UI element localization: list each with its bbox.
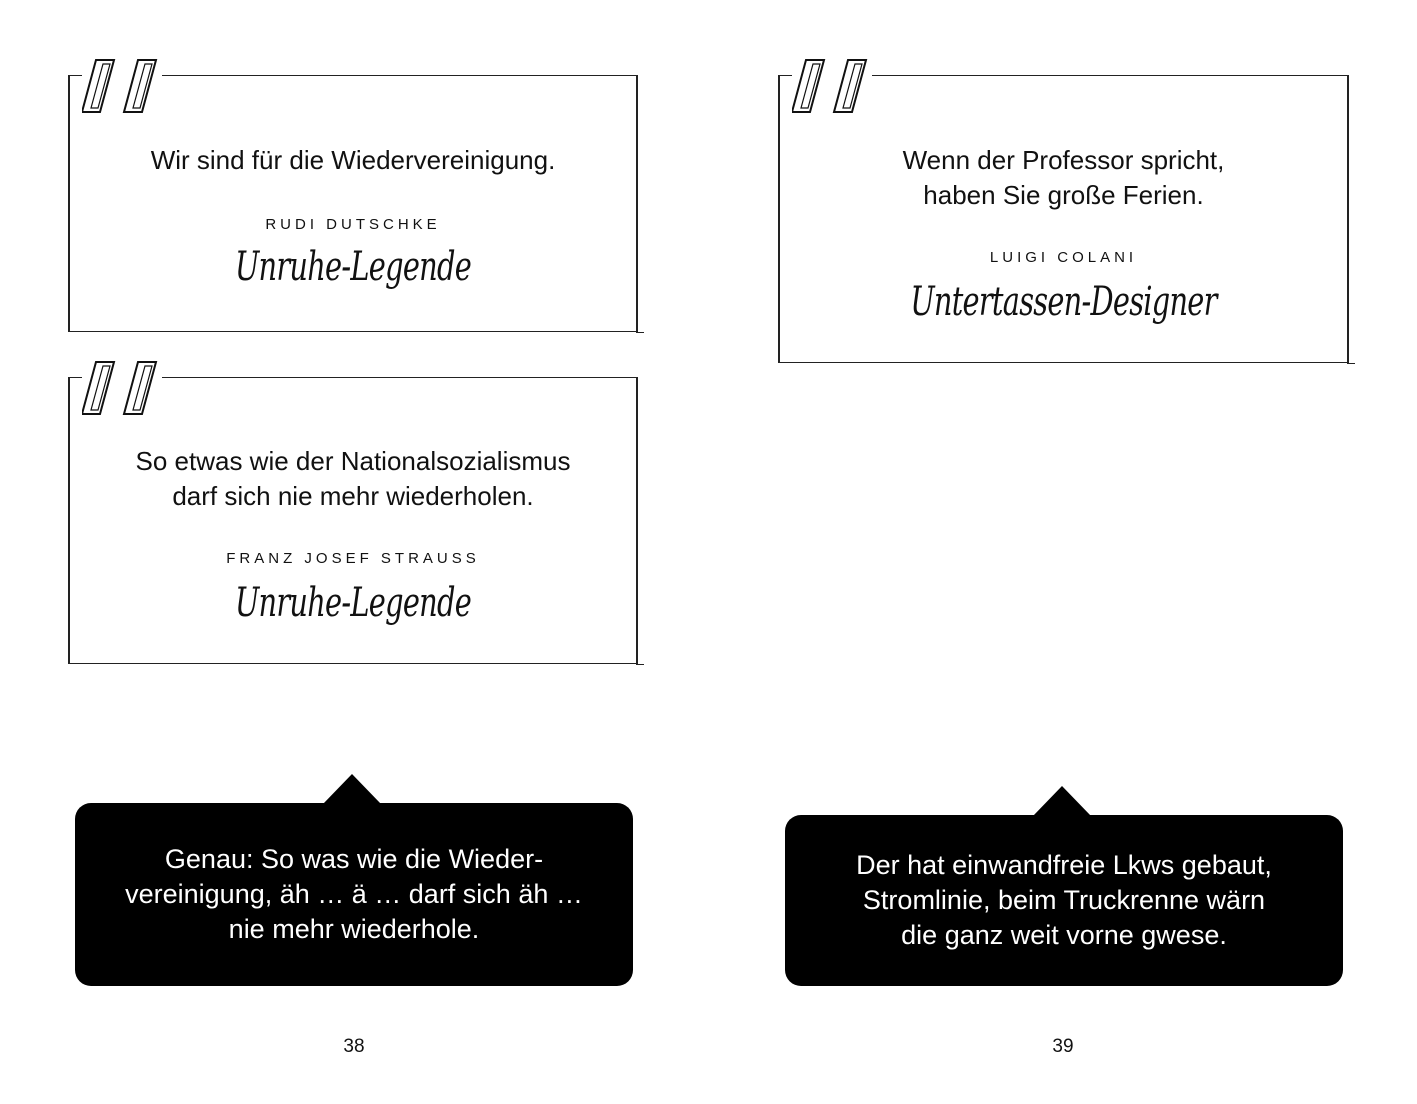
speech-bubble [785,815,1343,986]
bubble-line: nie mehr wiederhole. [228,914,480,944]
quote-author: RUDI DUTSCHKE [265,216,441,233]
quote-author-role: Untertassen-Designer [910,279,1217,325]
quote-line: Wenn der Professor spricht, [902,145,1225,175]
quote-card-strauss [68,377,638,664]
quote-text [70,143,636,178]
quote-card-colani [778,75,1349,363]
double-quote-icon [792,58,872,114]
quote-line: haben Sie große Ferien. [923,180,1204,210]
bubble-line: vereinigung, äh … ä … darf sich äh … [125,879,583,909]
right-page [708,0,1417,1104]
quote-card-dutschke [68,75,638,332]
page-number: 39 [1052,1036,1074,1057]
quote-author: LUIGI COLANI [989,249,1138,266]
double-quote-icon [82,58,162,114]
quote-line: darf sich nie mehr wiederholen. [172,481,534,511]
double-quote-icon [82,360,162,416]
bubble-line: Stromlinie, beim Truckrenne wärn [862,885,1266,915]
quote-line: Wir sind für die Wiedervereinigung. [150,145,556,175]
quote-text [780,143,1347,213]
speech-bubble [75,803,633,986]
bubble-text [785,815,1343,986]
bubble-line: Der hat einwandfreie Lkws gebaut, [856,850,1272,880]
left-page [0,0,708,1104]
quote-text [70,444,636,514]
bubble-line: die ganz weit vorne gwese. [901,920,1227,950]
bubble-text [75,803,633,986]
page-number: 38 [343,1036,365,1057]
quote-line: So etwas wie der Nationalsozialismus [135,446,571,476]
quote-author-role: Unruhe-Legende [234,580,472,626]
bubble-line: Genau: So was wie die Wieder- [164,844,544,874]
quote-author: FRANZ JOSEF STRAUSS [226,550,480,567]
quote-author-role: Unruhe-Legende [234,244,472,290]
